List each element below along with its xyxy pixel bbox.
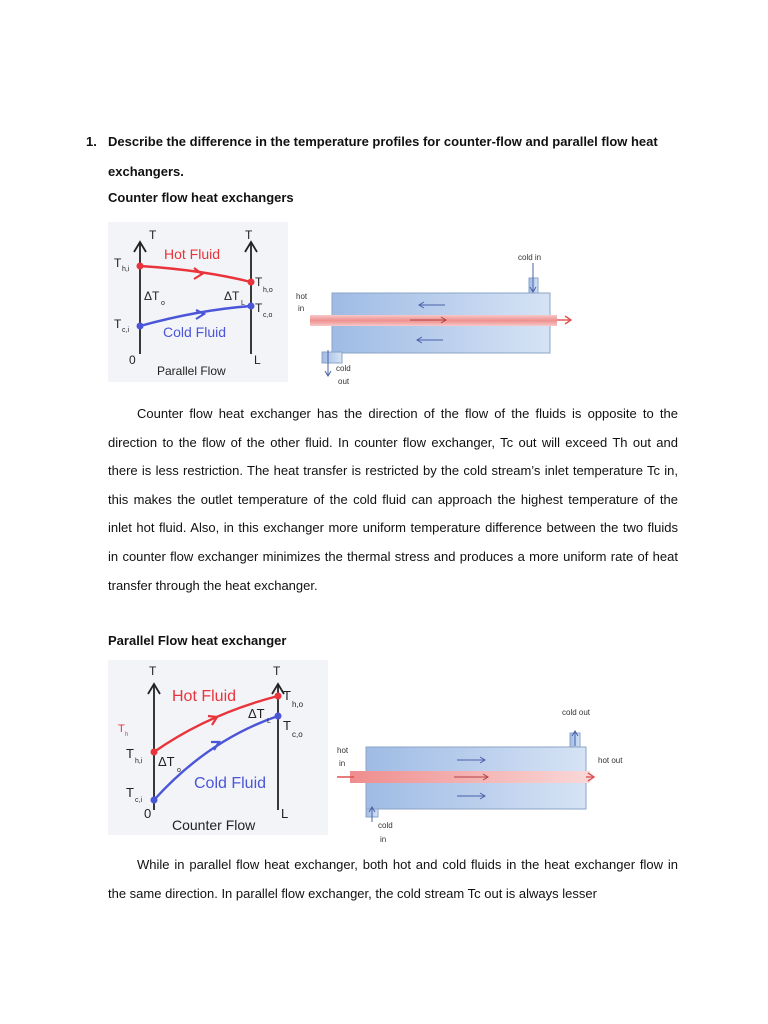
hot-in-label-line2: in	[339, 759, 346, 768]
tc-i-point	[151, 797, 158, 804]
delta-t-l-subscript: L	[267, 718, 271, 725]
axis-label-t-right: T	[273, 664, 281, 678]
th-o-point	[275, 693, 282, 700]
cold-out-label: cold out	[562, 708, 591, 717]
tc-o-subscript: c,o	[263, 312, 273, 319]
axis-label-t-left: T	[149, 664, 157, 678]
delta-t-l-label: ΔT	[248, 706, 265, 721]
th-o-label: T	[283, 688, 291, 703]
hot-out-label: hot out	[598, 756, 623, 765]
question-text: Describe the difference in the temperature profiles for counter-flow and parallel flow heat exchangers.	[108, 134, 658, 179]
axis-label-t-left: T	[149, 228, 157, 242]
tc-i-subscript: c,i	[122, 327, 129, 334]
delta-t-l-subscript: L	[241, 300, 245, 307]
origin-label: 0	[129, 353, 136, 367]
length-label: L	[281, 806, 289, 821]
section1-temperature-graph	[108, 222, 288, 382]
cold-out-label-line2: out	[338, 377, 350, 386]
cold-in-label: cold in	[518, 253, 542, 262]
tc-i-point	[137, 323, 144, 330]
cold-out-label-line1: cold	[336, 364, 351, 373]
hot-in-label-line2: in	[298, 304, 305, 313]
section1-heading: Counter flow heat exchangers	[108, 190, 294, 205]
graph-caption: Counter Flow	[172, 817, 256, 833]
question-number: 1.	[86, 134, 97, 149]
delta-t-o-subscript: o	[161, 300, 165, 307]
delta-t-l-label: ΔT	[224, 289, 240, 303]
th-o-point	[248, 279, 255, 286]
hot-in-label-line1: hot	[296, 292, 308, 301]
section2-exchanger-diagram	[332, 700, 632, 850]
hot-fluid-label: Hot Fluid	[172, 688, 237, 705]
axis-label-t-right: T	[245, 228, 253, 242]
graph-caption: Parallel Flow	[157, 364, 226, 378]
tc-o-subscript: c,o	[292, 730, 303, 739]
cold-out-nozzle	[322, 352, 342, 363]
hot-fluid-label: Hot Fluid	[164, 246, 221, 262]
th-o-subscript: h,o	[292, 700, 304, 709]
th-o-subscript: h,o	[263, 287, 273, 294]
th-i-point	[137, 263, 144, 270]
th-subscript: h	[125, 732, 129, 738]
th-i-point	[151, 749, 158, 756]
hot-in-label-line1: hot	[337, 746, 349, 755]
th-i-subscript: h,i	[122, 266, 130, 273]
tc-o-label: T	[255, 301, 263, 315]
tc-o-point	[248, 303, 255, 310]
cold-in-label-line2: in	[380, 835, 387, 844]
cold-fluid-label: Cold Fluid	[163, 324, 227, 340]
section2-paragraph-text: While in parallel flow heat exchanger, both hot and cold fluids in the heat exchanger flow in the same direction. In parallel flow exchanger, the cold stream Tc out is always lesser	[108, 857, 678, 901]
delta-t-o-label: ΔT	[158, 754, 175, 769]
origin-label: 0	[144, 806, 152, 821]
section2-paragraph	[108, 851, 678, 908]
section1-paragraph	[108, 400, 678, 600]
th-i-label: T	[126, 746, 134, 761]
th-i-label: T	[114, 256, 122, 270]
section1-exchanger-diagram	[290, 250, 590, 390]
tc-i-subscript: c,i	[135, 797, 142, 804]
th-i-subscript: h,i	[135, 758, 143, 765]
tc-i-label: T	[114, 317, 122, 331]
cold-fluid-label: Cold Fluid	[194, 775, 267, 792]
tc-o-label: T	[283, 718, 291, 733]
tc-o-point	[275, 713, 282, 720]
delta-t-o-label: ΔT	[144, 289, 160, 303]
tc-i-label: T	[126, 785, 134, 800]
delta-t-o-subscript: o	[177, 767, 181, 774]
section2-temperature-graph	[108, 660, 328, 835]
th-label: T	[118, 723, 125, 735]
graph-background	[108, 660, 328, 835]
section2-heading: Parallel Flow heat exchanger	[108, 633, 287, 648]
length-label: L	[254, 353, 261, 367]
cold-in-label-line1: cold	[378, 821, 393, 830]
section1-paragraph-text: Counter flow heat exchanger has the direction of the flow of the fluids is opposite to the direction to the flow of the other fluid. In counter flow exchanger, Tc out will exceed Th out and there is less restriction. The heat transfer is restricted by the cold stream’s inlet temperature Tc in, this makes the outlet temperature of the cold fluid can approach the highest temperature of the inlet hot fluid. Also, in this exchanger more uniform temperature difference between the two fluids in counter flow exchanger minimizes the thermal stress and produces a more uniform rate of heat transfer through the heat exchanger.	[108, 406, 678, 593]
th-o-label: T	[255, 275, 263, 289]
